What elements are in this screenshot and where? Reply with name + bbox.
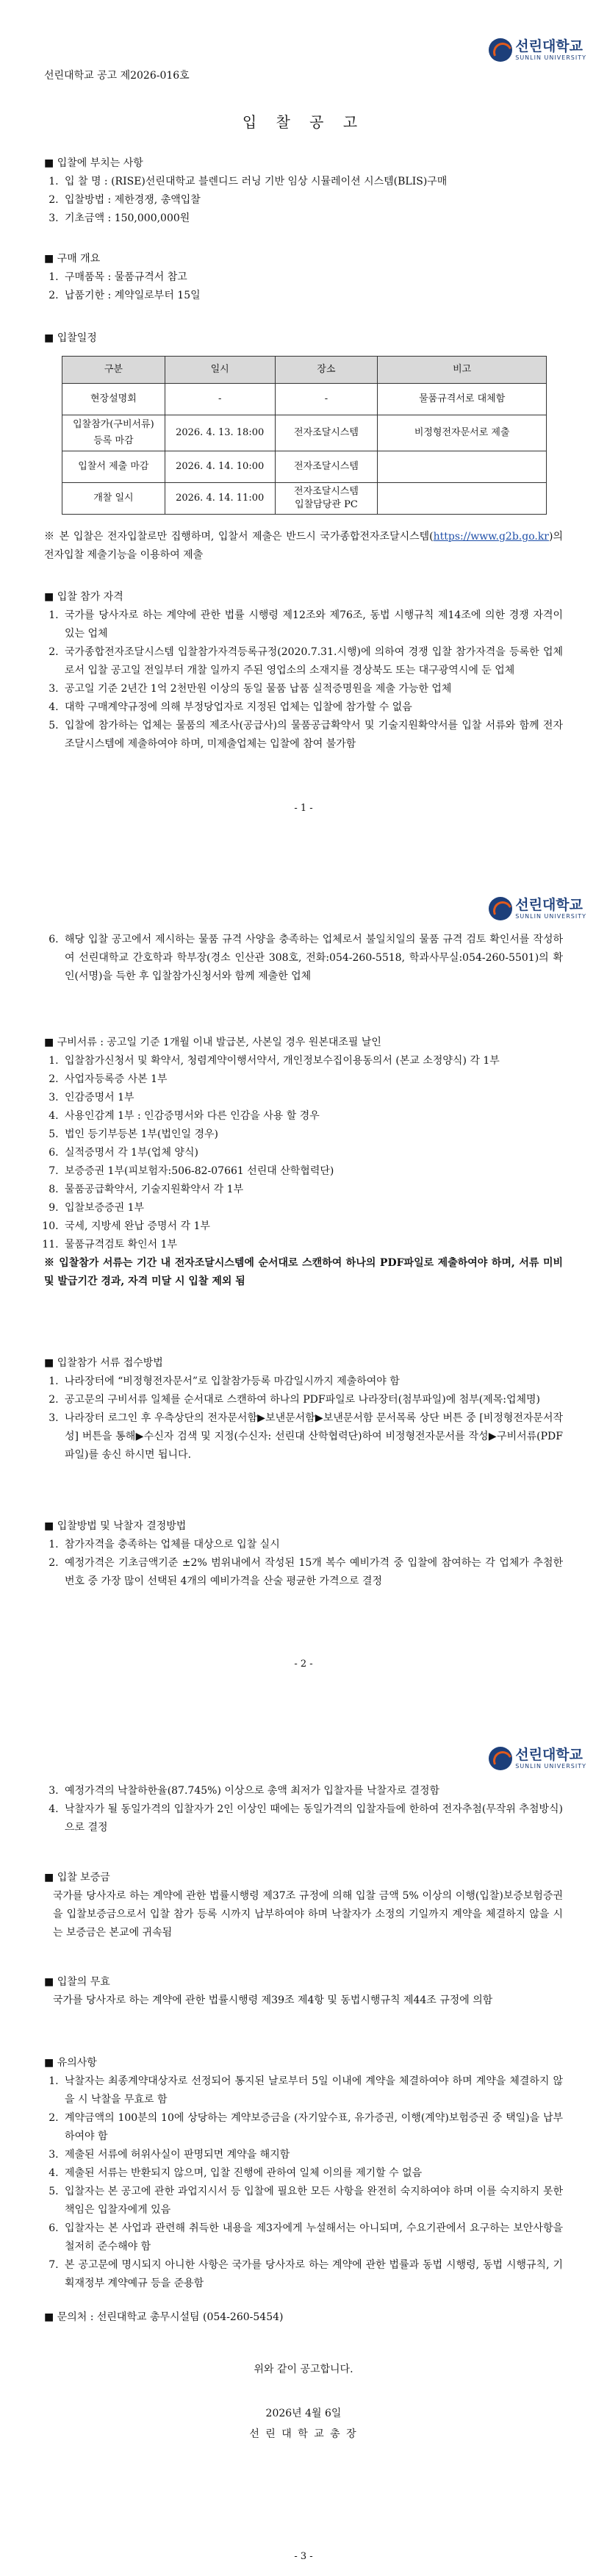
section-heading: ■ 입찰방법 및 낙찰자 결정방법 — [44, 1517, 563, 1536]
list-item: 3. 기초금액 : 150,000,000원 — [62, 210, 563, 228]
table-header-cell: 장소 — [275, 357, 378, 384]
section-heading: ■ 구비서류 : 공고일 기준 1개월 이내 발급본, 사본일 경우 원본대조필 날인 — [44, 1034, 563, 1052]
note-text: ※ 본 입찰은 전자입찰로만 집행하며, 입찰서 제출은 반드시 국가종합전자조달시스템( — [44, 531, 434, 543]
g2b-link[interactable]: https://www.g2b.go.kr — [433, 531, 549, 543]
list-item: 2. 공고문의 구비서류 일체를 순서대로 스캔하여 하나의 PDF파일로 나라장터(첨부파일)에 첨부(제목:업체명) — [62, 1391, 563, 1409]
section-precautions — [44, 2054, 563, 2293]
table-cell: 입찰참가(구비서류) 등록 마감 — [62, 415, 165, 451]
list-item: 4. 낙찰자가 될 동일가격의 입찰자가 2인 이상인 때에는 동일가격의 입찰자들에 한하여 전자추첨(무작위 추첨방식)으로 결정 — [62, 1800, 563, 1837]
table-row — [62, 483, 547, 515]
section-heading: ■ 입찰참가 서류 접수방법 — [44, 1354, 563, 1373]
section-contact — [44, 2308, 563, 2327]
section-bid-method — [44, 1517, 563, 1591]
university-logo — [489, 897, 586, 920]
table-cell: 2026. 4. 14. 10:00 — [165, 451, 275, 483]
logo-name-ko: 선린대학교 — [515, 37, 583, 54]
table-header-row — [62, 357, 547, 384]
logo-name-en: SUNLIN UNIVERSITY — [515, 54, 586, 61]
page-title: 입 찰 공 고 — [242, 113, 365, 131]
table-row — [62, 384, 547, 415]
page-2 — [0, 853, 607, 1706]
section-bid-items — [44, 154, 563, 228]
table-cell — [378, 451, 547, 483]
closing-statement: 위와 같이 공고합니다. — [254, 2364, 353, 2375]
list-item: 2. 사업자등록증 사본 1부 — [62, 1070, 563, 1089]
list-item: 5. 법인 등기부등본 1부(법인일 경우) — [62, 1126, 563, 1144]
table-header-cell: 일시 — [165, 357, 275, 384]
table-cell: 전자조달시스템 — [275, 415, 378, 451]
list-item: 5. 입찰자는 본 공고에 관한 과업지시서 등 입찰에 필요한 모든 사항을 완전히 숙지하여야 하며 이를 숙지하지 못한 책임은 입찰자에게 있음 — [62, 2183, 563, 2219]
list-item: 1. 입 찰 명 : (RISE)선린대학교 블렌디드 러닝 기반 임상 시뮬레이션 시스템(BLIS)구매 — [62, 173, 563, 191]
section-heading: ■ 입찰의 무효 — [44, 1973, 563, 1992]
section-submission-method — [44, 1354, 563, 1464]
page-number: - 3 - — [294, 2551, 313, 2562]
university-logo — [489, 38, 586, 62]
logo-name-en: SUNLIN UNIVERSITY — [515, 1762, 586, 1770]
list-item: 10. 국세, 지방세 완납 증명서 각 1부 — [62, 1217, 563, 1236]
logo-name-ko: 선린대학교 — [515, 896, 583, 913]
table-cell: 입찰서 제출 마감 — [62, 451, 165, 483]
list-item: 5. 입찰에 참가하는 업체는 물품의 제조사(공급사)의 물품공급확약서 및 기술지원확약서를 입찰 서류와 함께 전자조달시스템에 제출하여야 하며, 미제출업체는 입찰에 참여 불가함 — [62, 717, 563, 754]
table-cell — [378, 483, 547, 515]
schedule-table — [62, 356, 547, 515]
list-item: 1. 구매품목 : 물품규격서 참고 — [62, 268, 563, 287]
list-item: 7. 본 공고문에 명시되지 아니한 사항은 국가를 당사자로 하는 계약에 관한 법률과 동법 시행령, 동법 시행규칙, 기획재정부 계약예규 등을 준용함 — [62, 2256, 563, 2293]
list-item: 2. 국가종합전자조달시스템 입찰참가자격등록규정(2020.7.31.시행)에 의하여 경쟁 입찰 참가자격을 등록한 업체로서 입찰 공고일 전일부터 개찰 일까지 주된 영업소의 소재지를 경상북도 또는 대구광역시에 둔 업체 — [62, 643, 563, 680]
section-bid-bond — [44, 1869, 563, 1942]
note-text: )의 전자입찰 제출기능을 이용하여 제출 — [44, 531, 563, 561]
page-number: - 1 - — [294, 803, 313, 814]
section-text: 국가를 당사자로 하는 계약에 관한 법률시행령 제37조 규정에 의해 입찰 금액 5% 이상의 이행(입찰)보증보험증권을 입찰보증금으로서 입찰 참가 등록 시까지 납부하여야 하며 낙찰자가 소정의 기일까지 계약을 체결하지 않을 시는 보증금은 본교에 귀속됨 — [53, 1890, 563, 1939]
table-header-cell: 구분 — [62, 357, 165, 384]
list-item: 3. 제출된 서류에 허위사실이 판명되면 계약을 해지함 — [62, 2146, 563, 2164]
list-item: 2. 예정가격은 기초금액기준 ±2% 범위내에서 작성된 15개 복수 예비가격 중 입찰에 참여하는 각 업체가 추첨한 번호 중 가장 많이 선택된 4개의 예비가격을 산술 평균한 가격으로 결정 — [62, 1554, 563, 1591]
page-number: - 2 - — [294, 1659, 313, 1670]
table-row — [62, 415, 547, 451]
list-item: 2. 납품기한 : 계약일로부터 15일 — [62, 287, 563, 305]
page-3 — [0, 1706, 607, 2576]
table-cell: - — [275, 384, 378, 415]
list-item: 8. 물품공급확약서, 기술지원확약서 각 1부 — [62, 1181, 563, 1199]
section-required-documents — [44, 1034, 563, 1291]
table-cell: 2026. 4. 14. 11:00 — [165, 483, 275, 515]
logo-emblem-icon — [489, 897, 512, 920]
table-header-cell: 비고 — [378, 357, 547, 384]
list-item: 7. 보증증권 1부(피보험자:506-82-07661 선린대 산학협력단) — [62, 1162, 563, 1181]
section-heading: ■ 입찰 보증금 — [44, 1869, 563, 1887]
university-logo — [489, 1747, 586, 1770]
list-item: 3. 공고일 기준 2년간 1억 2천만원 이상의 동일 물품 납품 실적증명원을 제출 가능한 업체 — [62, 680, 563, 698]
contact-info: ■ 문의처 : 선린대학교 총무시설팀 (054-260-5454) — [44, 2308, 563, 2327]
section-heading: ■ 입찰일정 — [44, 329, 563, 348]
logo-name-en: SUNLIN UNIVERSITY — [515, 912, 586, 920]
section-bid-invalidity — [44, 1973, 563, 2010]
list-item: 3. 예정가격의 낙찰하한율(87.745%) 이상으로 총액 최저가 입찰자를 낙찰자로 결정함 — [62, 1782, 563, 1800]
logo-emblem-icon — [489, 38, 512, 62]
table-cell: 비정형전자문서로 제출 — [378, 415, 547, 451]
required-documents-note: ※ 입찰참가 서류는 기간 내 전자조달시스템에 순서대로 스캔하여 하나의 PDF파일로 제출하여야 하며, 서류 미비 및 발급기간 경과, 자격 미달 시 입찰 제외 됨 — [44, 1257, 563, 1287]
list-item: 6. 실적증명서 각 1부(업체 양식) — [62, 1144, 563, 1162]
section-qualification-continued — [44, 931, 563, 986]
list-item: 6. 입찰자는 본 사업과 관련해 취득한 내용을 제3자에게 누설해서는 아니되며, 수요기관에서 요구하는 보안사항을 철저히 준수해야 함 — [62, 2219, 563, 2256]
section-heading: ■ 유의사항 — [44, 2054, 563, 2072]
list-item: 4. 사용인감계 1부 : 인감증명서와 다른 인감을 사용 할 경우 — [62, 1107, 563, 1126]
table-cell: 개찰 일시 — [62, 483, 165, 515]
section-heading: ■ 입찰에 부치는 사항 — [44, 154, 563, 173]
announcement-date: 2026년 4월 6일 — [265, 2408, 342, 2419]
notice-number: 선린대학교 공고 제2026-016호 — [44, 70, 190, 82]
table-cell: 전자조달시스템 입찰담당관 PC — [275, 483, 378, 515]
list-item: 1. 국가를 당사자로 하는 계약에 관한 법률 시행령 제12조와 제76조, 동법 시행규칙 제14조에 의한 경쟁 자격이 있는 업체 — [62, 607, 563, 643]
table-cell: 현장설명회 — [62, 384, 165, 415]
list-item: 11. 물품규격검토 확인서 1부 — [62, 1236, 563, 1254]
table-cell: 2026. 4. 13. 18:00 — [165, 415, 275, 451]
list-item: 6. 해당 입찰 공고에서 제시하는 물품 규격 사양을 충족하는 업체로서 불일치일의 물품 규격 검토 확인서를 작성하여 선린대학교 간호학과 학부장(경소 인산관 308호, 전화:054-260-5518, 학과사무실:054-260-5501)의 확인(서명)을 득한 후 입찰참가신청서와 함께 제출한 업체 — [62, 931, 563, 986]
list-item: 2. 계약금액의 100분의 10에 상당하는 계약보증금을 (자기앞수표, 유가증권, 이행(계약)보험증권 중 택일)을 납부하여야 함 — [62, 2109, 563, 2146]
table-row — [62, 451, 547, 483]
list-item: 4. 제출된 서류는 반환되지 않으며, 입찰 진행에 관하여 일체 이의를 제기할 수 없음 — [62, 2164, 563, 2183]
section-schedule — [44, 329, 563, 348]
table-cell: 전자조달시스템 — [275, 451, 378, 483]
list-item: 1. 입찰참가신청서 및 확약서, 청렴계약이행서약서, 개인정보수집이용동의서 (본교 소정양식) 각 1부 — [62, 1052, 563, 1070]
table-cell: - — [165, 384, 275, 415]
list-item: 1. 나라장터에 “비정형전자문서”로 입찰참가등록 마감일시까지 제출하여야 함 — [62, 1373, 563, 1391]
list-item: 1. 낙찰자는 최종계약대상자로 선정되어 통지된 날로부터 5일 이내에 계약을 체결하여야 하며 계약을 체결하지 않을 시 낙찰을 무효로 함 — [62, 2072, 563, 2109]
table-cell: 물품규격서로 대체함 — [378, 384, 547, 415]
list-item: 1. 참가자격을 충족하는 업체를 대상으로 입찰 실시 — [62, 1536, 563, 1554]
list-item: 3. 인감증명서 1부 — [62, 1089, 563, 1107]
section-bid-method-continued — [44, 1782, 563, 1837]
list-item: 9. 입찰보증증권 1부 — [62, 1199, 563, 1217]
list-item: 2. 입찰방법 : 제한경쟁, 총액입찰 — [62, 191, 563, 210]
logo-emblem-icon — [489, 1747, 512, 1770]
page-1 — [0, 0, 607, 853]
signer: 선 린 대 학 교 총 장 — [249, 2428, 358, 2440]
section-heading: ■ 입찰 참가 자격 — [44, 588, 563, 607]
logo-name-ko: 선린대학교 — [515, 1746, 583, 1763]
e-bid-note — [44, 528, 563, 565]
list-item: 3. 나라장터 로그인 후 우측상단의 전자문서함▶보낸문서함▶보낸문서함 문서목록 상단 버튼 중 [비정형전자문서작성] 버튼을 통해▶수신자 검색 및 지정(수신자: 선린대 산학협력단)하여 비정형전자문서를 작성▶구비서류(PDF파일)를 송신 하시면 됩니다. — [62, 1409, 563, 1464]
section-heading: ■ 구매 개요 — [44, 250, 563, 268]
list-item: 4. 대학 구매계약규정에 의해 부정당업자로 지정된 업체는 입찰에 참가할 수 없음 — [62, 698, 563, 717]
section-qualification — [44, 588, 563, 754]
section-purchase-overview — [44, 250, 563, 305]
section-text: 국가를 당사자로 하는 계약에 관한 법률시행령 제39조 제4항 및 동법시행규칙 제44조 규정에 의함 — [53, 1994, 493, 2006]
